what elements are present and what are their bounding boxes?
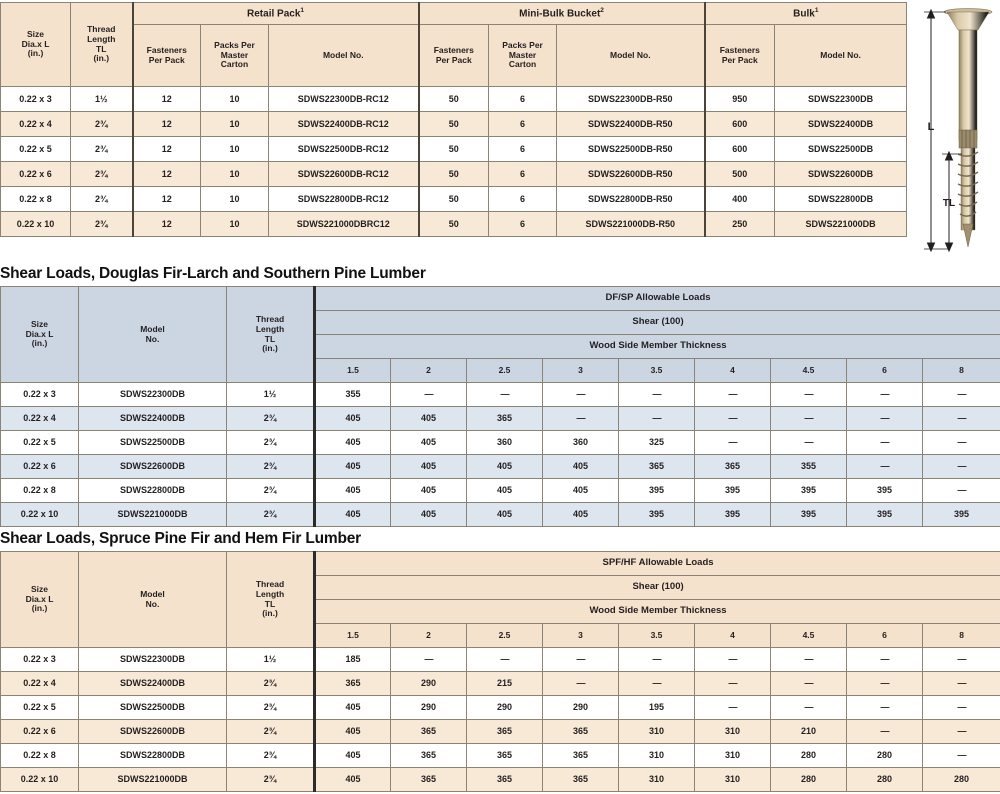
spfhf-cell-thread-length: 1½ bbox=[227, 648, 315, 672]
dfsp-cell-load: 405 bbox=[315, 503, 391, 527]
spfhf-cell-size: 0.22 x 5 bbox=[1, 696, 79, 720]
cell-retail-fasteners: 12 bbox=[133, 212, 201, 237]
header-mini-bulk-bucket: Mini-Bulk Bucket$^2$ bbox=[419, 3, 705, 25]
dfsp-cell-load: 405 bbox=[543, 479, 619, 503]
dfsp-header-model: Model No. bbox=[79, 287, 227, 383]
dfsp-cell-load: — bbox=[695, 431, 771, 455]
dfsp-cell-load: — bbox=[847, 431, 923, 455]
cell-size: 0.22 x 4 bbox=[1, 112, 71, 137]
dfsp-cell-load: 395 bbox=[771, 479, 847, 503]
dfsp-cell-load: 405 bbox=[467, 455, 543, 479]
spfhf-cell-load: 290 bbox=[543, 696, 619, 720]
spfhf-cell-load: 310 bbox=[619, 768, 695, 792]
dfsp-cell-thread-length: 2¾ bbox=[227, 455, 315, 479]
spfhf-thickness-header: 2.5 bbox=[467, 624, 543, 648]
cell-retail-packs: 10 bbox=[201, 87, 269, 112]
header-thread-length: Thread Length TL (in.) bbox=[71, 3, 133, 87]
spfhf-cell-load: — bbox=[771, 648, 847, 672]
dfsp-cell-load: — bbox=[391, 383, 467, 407]
spfhf-cell-load: 310 bbox=[695, 744, 771, 768]
spfhf-cell-load: — bbox=[923, 696, 1000, 720]
screw-diagram-svg bbox=[906, 2, 1000, 255]
dfsp-table bbox=[0, 286, 1000, 527]
packaging-subheader-row bbox=[1, 25, 907, 87]
spfhf-thickness-header: 4 bbox=[695, 624, 771, 648]
spfhf-cell-model: SDWS22500DB bbox=[79, 696, 227, 720]
dfsp-cell-size: 0.22 x 6 bbox=[1, 455, 79, 479]
screw-shank bbox=[959, 30, 977, 140]
spfhf-section bbox=[0, 527, 1000, 792]
footnote-marker: 2 bbox=[600, 7, 604, 15]
dfsp-cell-load: 395 bbox=[619, 503, 695, 527]
footnote-marker: 1 bbox=[300, 7, 305, 15]
spfhf-band-shear: Shear (100) bbox=[315, 576, 1000, 600]
dfsp-cell-load: 395 bbox=[771, 503, 847, 527]
spfhf-cell-load: 365 bbox=[391, 720, 467, 744]
dfsp-cell-load: 405 bbox=[315, 407, 391, 431]
cell-retail-model: SDWS22300DB-RC12 bbox=[269, 87, 419, 112]
dfsp-cell-load: 405 bbox=[391, 407, 467, 431]
cell-mini-model: SDWS22500DB-R50 bbox=[557, 137, 705, 162]
spfhf-cell-load: — bbox=[923, 720, 1000, 744]
dfsp-cell-load: 405 bbox=[391, 455, 467, 479]
dfsp-cell-load: — bbox=[695, 383, 771, 407]
spfhf-cell-model: SDWS22600DB bbox=[79, 720, 227, 744]
cell-mini-model: SDWS22400DB-R50 bbox=[557, 112, 705, 137]
footnote-marker: 1 bbox=[814, 7, 819, 15]
cell-retail-model: SDWS22400DB-RC12 bbox=[269, 112, 419, 137]
cell-mini-model: SDWS22600DB-R50 bbox=[557, 162, 705, 187]
dfsp-cell-load: 325 bbox=[619, 431, 695, 455]
spfhf-cell-load: — bbox=[619, 648, 695, 672]
cell-retail-packs: 10 bbox=[201, 212, 269, 237]
dfsp-cell-load: — bbox=[619, 383, 695, 407]
cell-retail-packs: 10 bbox=[201, 162, 269, 187]
spfhf-cell-load: — bbox=[543, 672, 619, 696]
spfhf-cell-load: — bbox=[771, 672, 847, 696]
spfhf-cell-load: 365 bbox=[467, 768, 543, 792]
cell-bulk-model: SDWS221000DB bbox=[775, 212, 907, 237]
header-bulk-model-no: Model No. bbox=[775, 25, 907, 87]
dfsp-cell-load: 405 bbox=[391, 503, 467, 527]
cell-thread-length: 2¾ bbox=[71, 212, 133, 237]
spfhf-cell-load: — bbox=[847, 648, 923, 672]
dfsp-cell-load: — bbox=[695, 407, 771, 431]
cell-bulk-model: SDWS22800DB bbox=[775, 187, 907, 212]
table-row bbox=[1, 720, 1000, 744]
cell-bulk-fasteners: 500 bbox=[705, 162, 775, 187]
cell-retail-fasteners: 12 bbox=[133, 162, 201, 187]
spfhf-cell-load: — bbox=[391, 648, 467, 672]
packaging-table-container bbox=[0, 2, 906, 237]
table-row bbox=[1, 648, 1000, 672]
cell-thread-length: 1½ bbox=[71, 87, 133, 112]
cell-retail-fasteners: 12 bbox=[133, 187, 201, 212]
header-mini-model-no: Model No. bbox=[557, 25, 705, 87]
spfhf-cell-load: — bbox=[923, 672, 1000, 696]
dfsp-cell-load: 405 bbox=[467, 503, 543, 527]
dfsp-cell-load: — bbox=[847, 383, 923, 407]
dfsp-cell-load: 395 bbox=[695, 479, 771, 503]
table-row bbox=[1, 162, 907, 187]
header-retail-pack: Retail Pack$^1$ bbox=[133, 3, 419, 25]
dfsp-cell-model: SDWS22800DB bbox=[79, 479, 227, 503]
dfsp-cell-load: 395 bbox=[695, 503, 771, 527]
dfsp-cell-size: 0.22 x 5 bbox=[1, 431, 79, 455]
spfhf-cell-load: — bbox=[847, 696, 923, 720]
screw-illustration bbox=[906, 2, 1000, 255]
dfsp-title: Shear Loads, Douglas Fir-Larch and Southern Pine Lumber bbox=[0, 265, 426, 282]
dfsp-cell-load: 405 bbox=[467, 479, 543, 503]
dfsp-cell-load: 360 bbox=[467, 431, 543, 455]
cell-retail-packs: 10 bbox=[201, 112, 269, 137]
cell-retail-model: SDWS221000DBRC12 bbox=[269, 212, 419, 237]
spfhf-cell-model: SDWS22800DB bbox=[79, 744, 227, 768]
dfsp-thickness-header: 2 bbox=[391, 359, 467, 383]
spfhf-cell-load: — bbox=[543, 648, 619, 672]
spfhf-cell-size: 0.22 x 10 bbox=[1, 768, 79, 792]
screw-head-taper bbox=[947, 12, 989, 30]
spfhf-cell-load: 405 bbox=[315, 768, 391, 792]
dfsp-cell-model: SDWS22400DB bbox=[79, 407, 227, 431]
cell-mini-model: SDWS22800DB-R50 bbox=[557, 187, 705, 212]
spfhf-cell-load: 310 bbox=[695, 720, 771, 744]
spfhf-cell-load: 280 bbox=[847, 744, 923, 768]
header-size: Size Dia.x L (in.) bbox=[1, 3, 71, 87]
spfhf-thickness-header: 2 bbox=[391, 624, 467, 648]
spfhf-cell-load: 365 bbox=[467, 744, 543, 768]
header-bulk: Bulk$^1$ bbox=[705, 3, 907, 25]
dfsp-cell-load: 405 bbox=[391, 431, 467, 455]
spfhf-table-body bbox=[1, 648, 1000, 792]
dfsp-cell-load: — bbox=[771, 407, 847, 431]
dfsp-cell-load: 360 bbox=[543, 431, 619, 455]
cell-thread-length: 2¾ bbox=[71, 162, 133, 187]
cell-retail-model: SDWS22800DB-RC12 bbox=[269, 187, 419, 212]
spfhf-cell-load: — bbox=[619, 672, 695, 696]
dfsp-cell-size: 0.22 x 10 bbox=[1, 503, 79, 527]
spfhf-cell-load: 405 bbox=[315, 744, 391, 768]
spfhf-cell-load: — bbox=[695, 648, 771, 672]
dfsp-cell-thread-length: 2¾ bbox=[227, 479, 315, 503]
dfsp-cell-load: 405 bbox=[315, 431, 391, 455]
dfsp-table-body bbox=[1, 383, 1000, 527]
cell-retail-packs: 10 bbox=[201, 137, 269, 162]
table-row bbox=[1, 744, 1000, 768]
dfsp-cell-thread-length: 2¾ bbox=[227, 407, 315, 431]
cell-bulk-model: SDWS22500DB bbox=[775, 137, 907, 162]
dfsp-cell-load: — bbox=[923, 479, 1000, 503]
cell-thread-length: 2¾ bbox=[71, 187, 133, 212]
dfsp-cell-thread-length: 2¾ bbox=[227, 431, 315, 455]
table-row bbox=[1, 407, 1000, 431]
cell-mini-fasteners: 50 bbox=[419, 137, 489, 162]
cell-mini-packs: 6 bbox=[489, 137, 557, 162]
cell-bulk-fasteners: 400 bbox=[705, 187, 775, 212]
dfsp-cell-load: — bbox=[923, 407, 1000, 431]
table-row bbox=[1, 112, 907, 137]
spfhf-cell-load: 290 bbox=[391, 696, 467, 720]
dfsp-thickness-header: 4.5 bbox=[771, 359, 847, 383]
dfsp-cell-load: — bbox=[923, 431, 1000, 455]
dfsp-thickness-header: 4 bbox=[695, 359, 771, 383]
spfhf-header-thread-length: Thread Length TL (in.) bbox=[227, 552, 315, 648]
dfsp-thickness-header: 3.5 bbox=[619, 359, 695, 383]
spfhf-thickness-header: 3 bbox=[543, 624, 619, 648]
dfsp-section bbox=[0, 262, 1000, 527]
cell-retail-model: SDWS22500DB-RC12 bbox=[269, 137, 419, 162]
cell-size: 0.22 x 10 bbox=[1, 212, 71, 237]
cell-size: 0.22 x 5 bbox=[1, 137, 71, 162]
dfsp-cell-load: 395 bbox=[847, 479, 923, 503]
dfsp-thickness-header: 6 bbox=[847, 359, 923, 383]
table-row bbox=[1, 672, 1000, 696]
header-bulk-fasteners-per-pack: Fasteners Per Pack bbox=[705, 25, 775, 87]
spfhf-cell-load: — bbox=[771, 696, 847, 720]
cell-retail-fasteners: 12 bbox=[133, 112, 201, 137]
dfsp-band1-row bbox=[1, 287, 1000, 311]
spfhf-cell-load: — bbox=[695, 672, 771, 696]
header-retail-packs-per-carton: Packs Per Master Carton bbox=[201, 25, 269, 87]
header-mini-packs-per-carton: Packs Per Master Carton bbox=[489, 25, 557, 87]
dfsp-cell-load: 365 bbox=[467, 407, 543, 431]
dfsp-cell-load: 395 bbox=[619, 479, 695, 503]
table-row bbox=[1, 137, 907, 162]
spfhf-cell-size: 0.22 x 3 bbox=[1, 648, 79, 672]
table-row bbox=[1, 696, 1000, 720]
spfhf-cell-load: 280 bbox=[771, 744, 847, 768]
dfsp-cell-load: 365 bbox=[695, 455, 771, 479]
spfhf-thickness-header: 3.5 bbox=[619, 624, 695, 648]
dfsp-thickness-header: 3 bbox=[543, 359, 619, 383]
dfsp-cell-size: 0.22 x 3 bbox=[1, 383, 79, 407]
spfhf-cell-load: 310 bbox=[695, 768, 771, 792]
spfhf-cell-load: — bbox=[467, 648, 543, 672]
dfsp-cell-load: — bbox=[847, 455, 923, 479]
screw-knurl-band bbox=[959, 130, 977, 148]
spfhf-cell-load: 365 bbox=[315, 672, 391, 696]
spfhf-cell-load: 290 bbox=[391, 672, 467, 696]
spfhf-table bbox=[0, 551, 1000, 792]
table-row bbox=[1, 383, 1000, 407]
cell-thread-length: 2¾ bbox=[71, 112, 133, 137]
dfsp-header-size: Size Dia.x L (in.) bbox=[1, 287, 79, 383]
spfhf-cell-load: 365 bbox=[543, 768, 619, 792]
spfhf-cell-thread-length: 2¾ bbox=[227, 672, 315, 696]
spfhf-cell-load: 185 bbox=[315, 648, 391, 672]
spfhf-cell-load: 365 bbox=[467, 720, 543, 744]
spfhf-cell-load: 310 bbox=[619, 744, 695, 768]
spfhf-cell-load: 290 bbox=[467, 696, 543, 720]
dfsp-cell-load: 405 bbox=[543, 503, 619, 527]
spfhf-cell-load: 310 bbox=[619, 720, 695, 744]
dfsp-cell-load: 395 bbox=[847, 503, 923, 527]
dfsp-cell-load: 355 bbox=[315, 383, 391, 407]
dimension-label-L: L bbox=[927, 121, 935, 133]
table-row bbox=[1, 503, 1000, 527]
dfsp-cell-load: — bbox=[619, 407, 695, 431]
spfhf-cell-thread-length: 2¾ bbox=[227, 744, 315, 768]
screw-point bbox=[963, 224, 973, 247]
cell-mini-model: SDWS221000DB-R50 bbox=[557, 212, 705, 237]
spfhf-cell-load: — bbox=[847, 672, 923, 696]
spfhf-cell-size: 0.22 x 4 bbox=[1, 672, 79, 696]
dfsp-cell-load: 405 bbox=[543, 455, 619, 479]
cell-size: 0.22 x 8 bbox=[1, 187, 71, 212]
cell-bulk-fasteners: 950 bbox=[705, 87, 775, 112]
spfhf-cell-load: — bbox=[923, 648, 1000, 672]
spfhf-cell-load: 365 bbox=[543, 744, 619, 768]
cell-size: 0.22 x 3 bbox=[1, 87, 71, 112]
dfsp-cell-model: SDWS22600DB bbox=[79, 455, 227, 479]
table-row bbox=[1, 768, 1000, 792]
spfhf-cell-thread-length: 2¾ bbox=[227, 720, 315, 744]
packaging-table bbox=[0, 2, 907, 237]
dfsp-cell-model: SDWS22500DB bbox=[79, 431, 227, 455]
dfsp-cell-model: SDWS221000DB bbox=[79, 503, 227, 527]
dfsp-cell-load: — bbox=[543, 383, 619, 407]
dfsp-cell-load: — bbox=[847, 407, 923, 431]
cell-bulk-fasteners: 600 bbox=[705, 137, 775, 162]
header-retail-fasteners-per-pack: Fasteners Per Pack bbox=[133, 25, 201, 87]
packaging-table-body bbox=[1, 87, 907, 237]
table-row bbox=[1, 455, 1000, 479]
cell-mini-packs: 6 bbox=[489, 212, 557, 237]
spfhf-cell-load: 195 bbox=[619, 696, 695, 720]
table-row bbox=[1, 87, 907, 112]
dfsp-cell-load: 405 bbox=[315, 455, 391, 479]
spfhf-cell-model: SDWS22300DB bbox=[79, 648, 227, 672]
dfsp-cell-load: 405 bbox=[315, 479, 391, 503]
dfsp-thickness-header: 8 bbox=[923, 359, 1000, 383]
spfhf-cell-load: 365 bbox=[391, 744, 467, 768]
table-row bbox=[1, 212, 907, 237]
spfhf-cell-load: 215 bbox=[467, 672, 543, 696]
spfhf-cell-load: 365 bbox=[543, 720, 619, 744]
spfhf-title: Shear Loads, Spruce Pine Fir and Hem Fir Lumber bbox=[0, 530, 361, 547]
table-row bbox=[1, 479, 1000, 503]
cell-mini-fasteners: 50 bbox=[419, 87, 489, 112]
spfhf-band-allowable-loads: SPF/HF Allowable Loads bbox=[315, 552, 1000, 576]
dfsp-cell-size: 0.22 x 8 bbox=[1, 479, 79, 503]
cell-mini-packs: 6 bbox=[489, 162, 557, 187]
dfsp-thickness-header: 2.5 bbox=[467, 359, 543, 383]
dfsp-cell-load: 355 bbox=[771, 455, 847, 479]
spfhf-cell-model: SDWS22400DB bbox=[79, 672, 227, 696]
cell-thread-length: 2¾ bbox=[71, 137, 133, 162]
dfsp-cell-load: — bbox=[771, 431, 847, 455]
dfsp-cell-load: — bbox=[771, 383, 847, 407]
dfsp-cell-load: — bbox=[923, 455, 1000, 479]
spfhf-cell-load: 280 bbox=[771, 768, 847, 792]
cell-mini-fasteners: 50 bbox=[419, 162, 489, 187]
table-row bbox=[1, 187, 907, 212]
cell-mini-packs: 6 bbox=[489, 87, 557, 112]
cell-mini-model: SDWS22300DB-R50 bbox=[557, 87, 705, 112]
table-row bbox=[1, 431, 1000, 455]
spfhf-cell-load: — bbox=[923, 744, 1000, 768]
spfhf-cell-load: — bbox=[847, 720, 923, 744]
spfhf-cell-size: 0.22 x 8 bbox=[1, 744, 79, 768]
dfsp-cell-load: 365 bbox=[619, 455, 695, 479]
spfhf-thickness-header: 6 bbox=[847, 624, 923, 648]
cell-bulk-model: SDWS22600DB bbox=[775, 162, 907, 187]
header-retail-model-no: Model No. bbox=[269, 25, 419, 87]
screw-threads bbox=[958, 148, 978, 247]
spfhf-cell-thread-length: 2¾ bbox=[227, 696, 315, 720]
spfhf-cell-load: 280 bbox=[847, 768, 923, 792]
spfhf-cell-load: — bbox=[695, 696, 771, 720]
dfsp-band-allowable-loads: DF/SP Allowable Loads bbox=[315, 287, 1000, 311]
spfhf-cell-load: 405 bbox=[315, 696, 391, 720]
spfhf-cell-load: 210 bbox=[771, 720, 847, 744]
spfhf-cell-load: 280 bbox=[923, 768, 1000, 792]
spfhf-thickness-header: 4.5 bbox=[771, 624, 847, 648]
cell-retail-fasteners: 12 bbox=[133, 87, 201, 112]
dfsp-band-shear: Shear (100) bbox=[315, 311, 1000, 335]
dfsp-header-thread-length: Thread Length TL (in.) bbox=[227, 287, 315, 383]
dfsp-cell-model: SDWS22300DB bbox=[79, 383, 227, 407]
cell-bulk-model: SDWS22300DB bbox=[775, 87, 907, 112]
packaging-group-header-row bbox=[1, 3, 907, 25]
spfhf-cell-model: SDWS221000DB bbox=[79, 768, 227, 792]
cell-mini-packs: 6 bbox=[489, 112, 557, 137]
dfsp-cell-load: 405 bbox=[391, 479, 467, 503]
spfhf-cell-load: 405 bbox=[315, 720, 391, 744]
spfhf-band-thickness: Wood Side Member Thickness bbox=[315, 600, 1000, 624]
spfhf-header-model: Model No. bbox=[79, 552, 227, 648]
spfhf-thickness-header: 8 bbox=[923, 624, 1000, 648]
dfsp-thickness-header: 1.5 bbox=[315, 359, 391, 383]
cell-mini-fasteners: 50 bbox=[419, 212, 489, 237]
spfhf-cell-thread-length: 2¾ bbox=[227, 768, 315, 792]
cell-bulk-fasteners: 600 bbox=[705, 112, 775, 137]
spfhf-thickness-header: 1.5 bbox=[315, 624, 391, 648]
cell-retail-fasteners: 12 bbox=[133, 137, 201, 162]
dfsp-cell-load: — bbox=[543, 407, 619, 431]
spfhf-header-size: Size Dia.x L (in.) bbox=[1, 552, 79, 648]
dfsp-cell-size: 0.22 x 4 bbox=[1, 407, 79, 431]
cell-mini-packs: 6 bbox=[489, 187, 557, 212]
cell-mini-fasteners: 50 bbox=[419, 112, 489, 137]
spfhf-cell-load: 365 bbox=[391, 768, 467, 792]
dfsp-cell-thread-length: 1½ bbox=[227, 383, 315, 407]
dfsp-cell-thread-length: 2¾ bbox=[227, 503, 315, 527]
spfhf-cell-size: 0.22 x 6 bbox=[1, 720, 79, 744]
cell-retail-model: SDWS22600DB-RC12 bbox=[269, 162, 419, 187]
header-mini-fasteners-per-pack: Fasteners Per Pack bbox=[419, 25, 489, 87]
dfsp-cell-load: 395 bbox=[923, 503, 1000, 527]
cell-retail-packs: 10 bbox=[201, 187, 269, 212]
dfsp-cell-load: — bbox=[467, 383, 543, 407]
cell-mini-fasteners: 50 bbox=[419, 187, 489, 212]
cell-bulk-model: SDWS22400DB bbox=[775, 112, 907, 137]
cell-bulk-fasteners: 250 bbox=[705, 212, 775, 237]
dfsp-cell-load: — bbox=[923, 383, 1000, 407]
cell-size: 0.22 x 6 bbox=[1, 162, 71, 187]
dfsp-band-thickness: Wood Side Member Thickness bbox=[315, 335, 1000, 359]
dimension-label-TL: TL bbox=[942, 198, 956, 209]
spfhf-band1-row bbox=[1, 552, 1000, 576]
